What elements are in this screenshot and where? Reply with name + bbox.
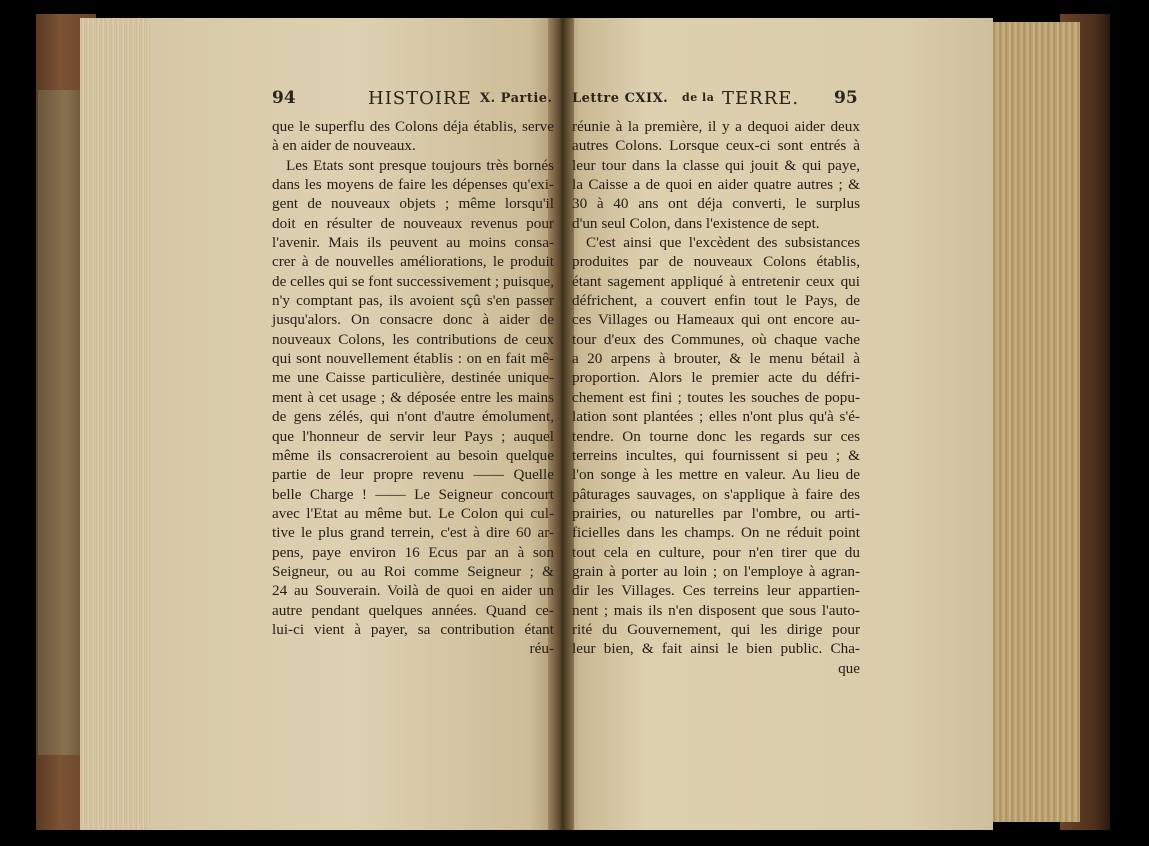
text-line: autres Colons. Lorsque ceux-ci sont entrés à xyxy=(572,137,860,155)
text-line: même ils consacreroient au besoin quelque xyxy=(272,446,554,464)
right-header-de-la: de la xyxy=(682,91,715,104)
text-line: pâturages sauvages, on s'applique à faire des xyxy=(572,485,860,503)
text-line: rité du Gouvernement, qui les dirige pour xyxy=(572,620,860,638)
text-line: d'un seul Colon, dans l'existence de sept. xyxy=(572,214,820,232)
text-line: ces Villages ou Hameaux qui ont encore au- xyxy=(572,311,860,329)
text-line: que le superflu des Colons déja établis, serve xyxy=(272,118,554,135)
right-page-number: 95 xyxy=(834,88,858,108)
text-line: terreins incultes, qui fournissent si peu ; & xyxy=(572,446,860,464)
text-line: 30 à 40 ans ont déja converti, le surplus xyxy=(572,195,860,213)
text-line: la Caisse a de quoi en aider quatre autres ; & xyxy=(572,176,860,194)
text-line: tendre. On tourne donc les regards sur ces xyxy=(572,427,860,445)
text-line: à en aider de nouveaux. xyxy=(272,137,416,155)
text-line: avec l'Etat au même but. Le Colon qui cul- xyxy=(272,504,554,522)
left-running-title: HISTOIRE xyxy=(368,88,472,109)
left-section-label: X. Partie. xyxy=(480,91,553,106)
text-line: dans les moyens de faire les dépenses qu'exi- xyxy=(272,176,554,194)
text-line: l'on songe à les mettre en valeur. Au lieu de xyxy=(572,466,860,484)
text-line: me une Caisse particulière, destinée unique- xyxy=(272,369,554,387)
text-line: réunie à la première, il y a dequoi aider deux xyxy=(572,118,860,135)
left-page-body xyxy=(272,117,554,659)
text-line: prairies, ou naturelles par l'ombre, ou arti- xyxy=(572,504,860,522)
text-line: Seigneur, ou au Roi comme Seigneur ; & xyxy=(272,562,554,580)
book-board-left xyxy=(38,90,84,755)
page-edges-left xyxy=(80,18,160,830)
text-line: leur tour dans la classe qui jouit & qui paye, xyxy=(572,156,860,174)
text-line: tout cela en culture, pour n'en tirer que du xyxy=(572,543,860,561)
text-line: dir les Villages. Ces terreins leur appartien- xyxy=(572,582,860,600)
text-line: produites par de nouveaux Colons établis, xyxy=(572,253,860,271)
text-line: nouveaux Colons, les contributions de ceux xyxy=(272,330,554,348)
right-page-body xyxy=(572,117,860,678)
text-line: l'avenir. Mais ils peuvent au moins consa- xyxy=(272,234,554,252)
text-line: belle Charge ! —— Le Seigneur concourt xyxy=(272,485,554,503)
text-line: jusqu'alors. On consacre donc à aider de xyxy=(272,311,554,329)
text-line: étant sagement appliqué à entretenir ceux qui xyxy=(572,272,860,290)
catchword: réu- xyxy=(529,640,554,658)
text-line: ficielles dans les champs. On ne réduit point xyxy=(572,524,860,542)
text-line: nent ; mais ils n'en disposent que sous l'auto- xyxy=(572,601,860,619)
text-line: pens, paye environ 16 Ecus par an à son xyxy=(272,543,554,561)
text-line: de celles qui se font successivement ; puisque, xyxy=(272,272,554,290)
text-line: a 20 arpens à brouter, & le menu bétail à xyxy=(572,350,860,368)
text-line: tour d'eux des Communes, où chaque vache xyxy=(572,330,860,348)
catchword: que xyxy=(838,659,860,677)
page-edges-right xyxy=(990,22,1080,822)
text-line: n'y comptant pas, ils avoient sçû s'en passer xyxy=(272,292,554,310)
text-line: 24 au Souverain. Voilà de quoi en aider un xyxy=(272,582,554,600)
text-line: partie de leur propre revenu —— Quelle xyxy=(272,466,554,484)
text-line: leur bien, & fait ainsi le bien public. Cha- xyxy=(572,640,860,658)
text-line: lui-ci vient à payer, sa contribution étant xyxy=(272,620,554,638)
left-page-header xyxy=(272,88,554,112)
right-letter-label: Lettre CXIX. xyxy=(572,91,669,106)
right-page-header xyxy=(572,88,862,112)
text-line: gent de nouveaux objets ; même lorsqu'il xyxy=(272,195,554,213)
text-line: de gens zélés, qui n'ont d'autre émolument, xyxy=(272,408,554,426)
right-running-title: TERRE. xyxy=(722,88,800,109)
text-line: crer à de nouvelles améliorations, le produit xyxy=(272,253,554,271)
text-line: proportion. Alors le premier acte du défri- xyxy=(572,369,860,387)
text-line: autre pendant quelques années. Quand ce- xyxy=(272,601,554,619)
text-line: que l'honneur de servir leur Pays ; auquel xyxy=(272,427,554,445)
text-line: grain à porter au loin ; on l'employe à agran- xyxy=(572,562,860,580)
text-line: tive le plus grand terrein, c'est à dire 60 ar- xyxy=(272,524,554,542)
text-line: défrichent, a couvert enfin tout le Pays, de xyxy=(572,292,860,310)
text-line: chement est fini ; toutes les souches de popu- xyxy=(572,388,860,406)
text-line: doit en résulter de nouveaux revenus pour xyxy=(272,214,554,232)
text-line: qui sont nouvellement établis : on en fait mê- xyxy=(272,350,554,368)
text-line: C'est ainsi que l'excèdent des subsistances xyxy=(586,234,860,252)
text-line: ment à cet usage ; & déposée entre les mains xyxy=(272,388,554,406)
text-line: lation sont plantées ; elles n'ont plus qu'à s'é- xyxy=(572,408,860,426)
text-line: Les Etats sont presque toujours très bornés xyxy=(286,156,554,174)
left-page-number: 94 xyxy=(272,88,296,108)
